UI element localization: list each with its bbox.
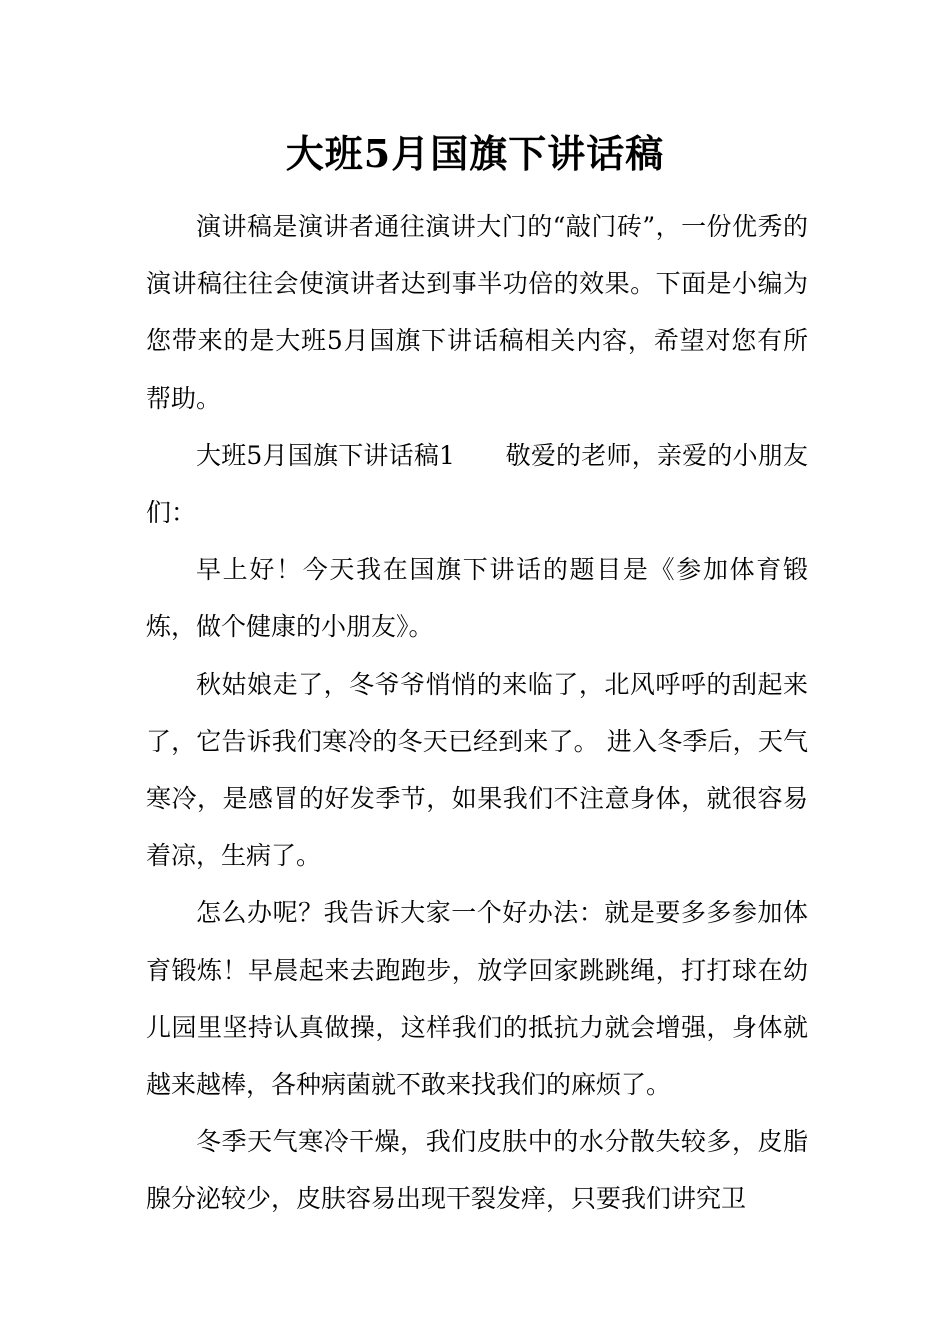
paragraph: 早上好！今天我在国旗下讲话的题目是《参加体育锻炼，做个健康的小朋友》。: [146, 555, 808, 642]
paragraph: 大班5月国旗下讲话稿1 敬爱的老师，亲爱的小朋友们：: [146, 440, 808, 528]
paragraph: 冬季天气寒冷干燥，我们皮肤中的水分散失较多，皮脂腺分泌较少，皮肤容易出现干裂发痒，只要我们讲究卫: [146, 1127, 808, 1214]
paragraph: 演讲稿是演讲者通往演讲大门的“敲门砖”，一份优秀的演讲稿往往会使演讲者达到事半功倍的效果。下面是小编为您带来的是大班5月国旗下讲话稿相关内容，希望对您有所帮助。: [146, 212, 808, 413]
document-body: [146, 198, 808, 1228]
document-title: 大班5月国旗下讲话稿: [285, 131, 665, 176]
paragraph: 秋姑娘走了，冬爷爷悄悄的来临了，北风呼呼的刮起来了，它告诉我们寒冷的冬天已经到来了。 进入冬季后，天气寒冷，是感冒的好发季节，如果我们不注意身体，就很容易着凉，生病了。: [146, 669, 808, 871]
paragraph: 怎么办呢？我告诉大家一个好办法：就是要多多参加体育锻炼！早晨起来去跑跑步，放学回家跳跳绳，打打球在幼儿园里坚持认真做操，这样我们的抵抗力就会增强，身体就越来越棒，各种病菌就不敢来找我们的麻烦了。: [146, 898, 808, 1100]
